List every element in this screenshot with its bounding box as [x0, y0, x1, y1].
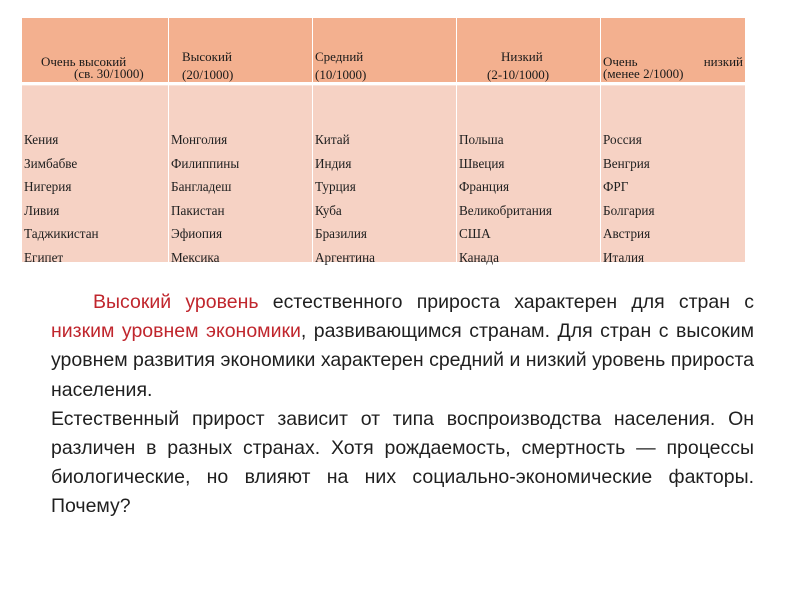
country-list: [601, 128, 745, 270]
paragraph-1: [51, 288, 754, 405]
country-item: ФРГ: [603, 179, 629, 195]
header-title: Очень высокий: [41, 54, 127, 69]
country-item: Индия: [315, 155, 352, 171]
header-title: Очень низкий: [603, 54, 743, 69]
country-item: Нигерия: [24, 179, 72, 195]
explanation-text: [51, 288, 754, 522]
column-very-low: [601, 18, 745, 265]
country-item: Бангладеш: [171, 179, 232, 195]
column-header: [601, 18, 745, 85]
country-item: Венгрия: [603, 155, 650, 171]
country-item: Китай: [315, 132, 350, 147]
country-item: Ливия: [24, 202, 60, 218]
country-item: Филиппины: [171, 155, 240, 171]
highlight-high-level: Высокий уровень: [93, 291, 259, 313]
column-body: [601, 85, 745, 265]
paragraph-text: , развивающимся странам. Для стран с высоким уровнем развития экономики характерен средний и низкий уровень прироста населения.: [51, 320, 755, 401]
column-header: [22, 18, 168, 85]
country-item: Австрия: [603, 226, 651, 242]
column-high: [169, 18, 313, 265]
country-item: США: [459, 226, 491, 242]
country-item: Куба: [315, 202, 342, 218]
country-item: Канада: [459, 249, 499, 265]
column-body: [22, 85, 168, 265]
country-item: Аргентина: [315, 249, 375, 265]
header-title: Средний: [315, 49, 364, 64]
country-item: Египет: [24, 249, 64, 265]
header-rate: (св. 30/1000): [74, 66, 144, 81]
paragraph-text: естественного прироста характерен для стран с: [258, 291, 754, 313]
column-very-high: [22, 18, 169, 265]
country-item: Россия: [603, 132, 642, 147]
growth-rate-table: [22, 18, 745, 265]
column-body: [169, 85, 312, 265]
country-item: Пакистан: [171, 202, 225, 218]
header-rate: (2-10/1000): [487, 67, 550, 82]
country-item: Бразилия: [315, 226, 367, 242]
header-title: Высокий: [182, 49, 232, 64]
header-rate: (20/1000): [182, 67, 234, 82]
country-item: Польша: [459, 132, 504, 147]
column-header: [313, 18, 456, 85]
header-rate: (10/1000): [315, 67, 367, 82]
country-list: [169, 128, 312, 270]
header-title: Низкий: [501, 49, 543, 64]
paragraph-2: Естественный прирост зависит от типа воспроизводства населения. Он различен в разных странах. Хотя рождаемость, смертность — процессы биологические, но влияют на них социально-экономические факторы. Почему?: [51, 407, 754, 518]
country-item: Турция: [315, 179, 356, 195]
column-medium: [313, 18, 457, 265]
column-body: [457, 85, 600, 265]
column-low: [457, 18, 601, 265]
country-item: Таджикистан: [24, 226, 99, 242]
country-item: Швеция: [459, 155, 505, 171]
country-list: [22, 128, 168, 270]
country-item: Мексика: [171, 249, 220, 265]
country-item: Болгария: [603, 202, 655, 218]
highlight-low-economy: низким уровнем экономики: [51, 320, 301, 343]
country-item: Зимбабве: [24, 155, 78, 171]
country-item: Кения: [24, 132, 59, 147]
country-item: Монголия: [171, 132, 228, 147]
country-list: [457, 128, 600, 270]
column-body: [313, 85, 456, 265]
country-item: Франция: [459, 179, 510, 195]
header-rate: (менее 2/1000): [603, 66, 684, 81]
country-item: Италия: [603, 249, 645, 265]
country-list: [313, 128, 456, 270]
country-item: Великобритания: [459, 202, 552, 218]
column-header: [457, 18, 600, 85]
column-header: [169, 18, 312, 85]
country-item: Эфиопия: [171, 226, 223, 242]
